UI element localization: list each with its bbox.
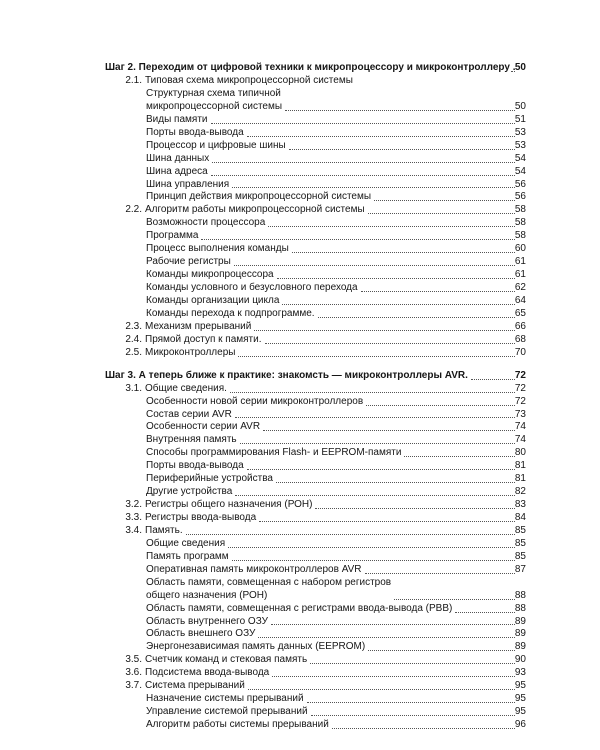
dot-leader [361,291,515,292]
entry-title: Прямой доступ к памяти. [145,333,262,345]
toc-subsection [0,641,600,654]
dot-leader [368,650,515,651]
toc-subsection [0,719,600,732]
page-number: 88 [514,602,526,614]
section-number: 3.5. [125,654,142,666]
entry-title: Команды микропроцессора [146,269,274,281]
toc-subsection [0,153,600,166]
dot-leader [212,162,515,163]
entry-title: Механизм прерываний [145,320,252,332]
entry-title: Оперативная память микроконтроллеров AVR [146,563,362,575]
section-number: 2.4. [125,333,142,345]
dot-leader [272,676,515,677]
entry-title: Энергонезависимая память данных (EEPROM) [146,641,366,653]
page-number: 50 [514,62,526,73]
entry-title-line: общего назначения (РОН) [146,589,268,601]
entry-title: Способы программирования Flash- и EEPROM-памяти [146,447,402,459]
toc-subsection [0,603,600,616]
entry-title: Общие сведения [146,537,226,549]
entry-title: Шина адреса [146,165,208,177]
dot-leader [265,343,516,344]
entry-title-line: Область памяти, совмещенная с набором регистров [146,576,392,588]
toc-subsection [0,421,600,434]
toc-subsection [0,434,600,447]
dot-leader [254,330,515,331]
entry-title: Регистры общего назначения (РОН) [145,499,313,511]
toc-section [0,667,600,680]
entry-title: Область памяти, совмещенная с регистрами ввода-вывода (РВВ) [146,602,453,614]
toc-section [0,654,600,667]
dot-leader [238,356,515,357]
toc-subsection [0,447,600,460]
toc-subsection [0,577,600,603]
entry-title: Процесс выполнения команды [146,243,289,255]
page-number: 62 [514,282,526,294]
toc-section [0,383,600,396]
toc-subsection [0,616,600,629]
page-number: 60 [514,243,526,255]
dot-leader [258,637,515,638]
dot-leader [268,226,515,227]
entry-title: Подсистема ввода-вывода [145,667,270,679]
page-number: 56 [514,178,526,190]
entry-title: Порты ввода-вывода [146,126,244,138]
entry-title: Процессор и цифровые шины [146,139,286,151]
dot-leader [234,265,515,266]
entry-title: Шаг 2. Переходим от цифровой техники к микропроцессору и микроконтроллеру . [105,62,516,73]
section-number: 3.7. [125,680,142,692]
section-number: 2.2. [125,204,142,216]
toc-section [0,512,600,525]
dot-leader [332,728,515,729]
dot-leader [232,187,515,188]
toc-subsection [0,256,600,269]
dot-leader [292,252,515,253]
dot-leader [282,304,515,305]
toc-subsection [0,396,600,409]
dot-leader [374,200,515,201]
dot-leader [310,663,515,664]
page-number: 72 [514,382,526,394]
page-number: 89 [514,628,526,640]
toc-section [0,75,600,88]
entry-title: Счетчик команд и стековая память [145,654,308,666]
entry-title: Команды условного и безусловного перехода [146,282,358,294]
page-number: 61 [514,256,526,268]
section-number: 3.6. [125,667,142,679]
dot-leader [211,175,515,176]
entry-title: Другие устройства [146,486,233,498]
page-number: 51 [514,113,526,125]
toc-subsection [0,230,600,243]
section-number: 2.5. [125,346,142,358]
dot-leader [228,547,515,548]
dot-leader [235,495,515,496]
entry-title: Шина данных [146,152,210,164]
entry-title-line: Структурная схема типичной [146,87,281,99]
toc-subsection [0,191,600,204]
page-number: 72 [514,395,526,407]
toc-chapter [0,369,600,383]
toc-subsection [0,179,600,192]
page-number: 82 [514,486,526,498]
page-number: 87 [514,563,526,575]
entry-title: Память. [145,524,183,536]
page-number: 89 [514,641,526,653]
page-number: 54 [514,165,526,177]
toc-subsection [0,706,600,719]
entry-title: Особенности новой серии микроконтроллеров [146,395,364,407]
page-number: 73 [514,408,526,420]
dot-leader [368,213,515,214]
entry-title [146,577,391,603]
page-number: 81 [514,460,526,472]
entry-title: Шина управления [146,178,230,190]
entry-title: Общие сведения. [145,382,227,394]
toc-subsection [0,538,600,551]
page-number: 89 [514,615,526,627]
toc-section [0,321,600,334]
dot-leader [318,317,515,318]
section-number: 3.3. [125,512,142,524]
entry-title: Система прерываний [145,680,245,692]
toc-subsection [0,166,600,179]
page-number: 95 [514,693,526,705]
toc-subsection [0,628,600,641]
dot-leader [263,430,515,431]
toc-subsection [0,127,600,140]
dot-leader [232,560,515,561]
dot-leader [311,715,515,716]
toc-section [0,680,600,693]
toc-subsection [0,693,600,706]
entry-title: Шаг 3. А теперь ближе к практике: знакомсть — микроконтроллеры AVR. [105,369,468,381]
toc-subsection [0,140,600,153]
page-number: 56 [514,191,526,203]
page-number: 80 [514,447,526,459]
toc-subsection [0,564,600,577]
entry-title: Микроконтроллеры [145,346,236,358]
entry-title: Типовая схема микропроцессорной системы [145,75,353,86]
toc-subsection [0,243,600,256]
toc-section [0,347,600,360]
toc-subsection [0,114,600,127]
page-number: 85 [514,550,526,562]
toc-section [0,525,600,538]
section-number: 3.1. [125,382,142,394]
page-number: 64 [514,294,526,306]
entry-title: Область внутреннего ОЗУ [146,615,268,627]
entry-title: Порты ввода-вывода [146,460,244,472]
table-of-contents [0,61,600,732]
toc-subsection [0,295,600,308]
entry-title: Периферийные устройства [146,473,273,485]
section-number: 3.4. [125,524,142,536]
dot-leader [247,136,515,137]
toc-subsection [0,473,600,486]
entry-title: Память программ [146,550,229,562]
page-number: 58 [514,230,526,242]
dot-leader [285,110,515,111]
page-number: 50 [514,100,526,112]
toc-subsection [0,269,600,282]
page-number: 84 [514,512,526,524]
page-number: 58 [514,204,526,216]
entry-title: Назначение системы прерываний [146,693,304,705]
entry-title: Возможности процессора [146,217,266,229]
dot-leader [276,482,515,483]
toc-subsection [0,409,600,422]
page-number: 96 [514,719,526,731]
entry-title: Область внешнего ОЗУ [146,628,256,640]
dot-leader [307,702,515,703]
dot-leader [259,521,515,522]
entry-title: Виды памяти [146,113,208,125]
toc-section [0,499,600,512]
page-number: 93 [514,667,526,679]
dot-leader [201,239,515,240]
entry-title: Алгоритм работы микропроцессорной системы [145,204,365,216]
page-number: 61 [514,269,526,281]
page-number: 53 [514,139,526,151]
section-number: 2.1. [125,75,142,86]
page-number: 70 [514,346,526,358]
dot-leader [235,417,515,418]
entry-title-line: микропроцессорной системы [146,100,283,112]
section-number: 2.3. [125,320,142,332]
toc-section [0,334,600,347]
entry-title: Команды организации цикла [146,294,280,306]
entry-title: Внутренняя память [146,434,237,446]
entry-title: Регистры ввода-вывода [145,512,257,524]
entry-title: Управление системой прерываний [146,706,308,718]
page-number: 54 [514,152,526,164]
dot-leader [230,392,515,393]
toc-subsection [0,551,600,564]
page-number: 74 [514,421,526,433]
page-number: 90 [514,654,526,666]
entry-title: Рабочие регистры [146,256,231,268]
toc-subsection [0,460,600,473]
dot-leader [315,508,515,509]
dot-leader [248,689,515,690]
entry-title [146,88,282,114]
page-number: 58 [514,217,526,229]
entry-title: Состав серии AVR [146,408,232,420]
page-number: 66 [514,320,526,332]
page-number: 74 [514,434,526,446]
toc-subsection [0,217,600,230]
page-number: 95 [514,680,526,692]
page-number: 68 [514,333,526,345]
dot-leader [211,123,516,124]
dot-leader [186,534,515,535]
page-number: 85 [514,537,526,549]
page-number: 53 [514,126,526,138]
section-number: 3.2. [125,499,142,511]
page-number: 85 [514,524,526,536]
toc-chapter [0,61,600,75]
toc-subsection [0,308,600,321]
dot-leader [277,278,515,279]
dot-leader [247,469,515,470]
dot-leader [365,573,515,574]
entry-title: Программа [146,230,199,242]
page-number: 81 [514,473,526,485]
page-number: 88 [514,589,526,601]
toc-subsection [0,486,600,499]
entry-title: Особенности серии AVR [146,421,261,433]
dot-leader [240,443,515,444]
toc-subsection [0,88,600,114]
entry-title: Команды перехода к подпрограмме. [146,307,315,319]
dot-leader [271,624,515,625]
entry-title: Алгоритм работы системы прерываний [146,719,329,731]
dot-leader [289,149,515,150]
page-number: 65 [514,307,526,319]
page-number: 83 [514,499,526,511]
entry-title: Принцип действия микропроцессорной системы [146,191,372,203]
page-number: 72 [514,369,526,381]
toc-subsection [0,282,600,295]
page-number: 95 [514,706,526,718]
toc-section [0,204,600,217]
dot-leader [366,405,515,406]
